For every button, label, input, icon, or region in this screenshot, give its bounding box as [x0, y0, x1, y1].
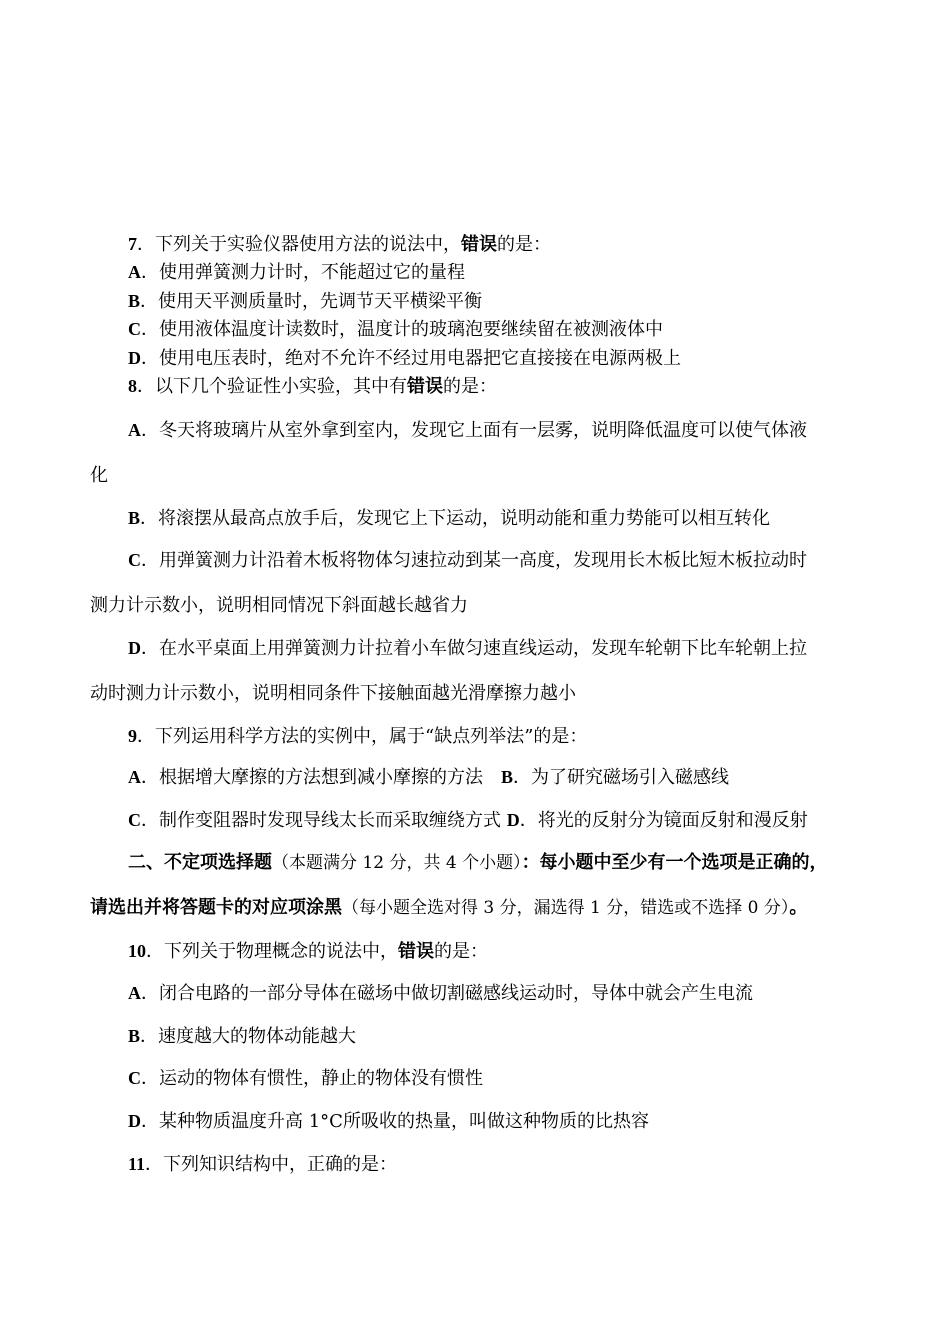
option-text: ．闭合电路的一部分导体在磁场中做切割磁感线运动时，导体中就会产生电流 [141, 983, 753, 1004]
stem-emphasis: 错误 [461, 234, 497, 255]
stem-text: ．下列关于实验仪器使用方法的说法中， [137, 234, 461, 255]
question-10-option-a [128, 981, 753, 1006]
option-text: ．使用液体温度计读数时，温度计的玻璃泡要继续留在被测液体中 [141, 319, 663, 340]
stem-text: 的是： [434, 941, 488, 962]
question-9-options-ab [128, 765, 729, 790]
question-9-options-cd [128, 808, 808, 833]
question-number: 8 [128, 376, 137, 396]
question-number: 11 [128, 1154, 146, 1174]
option-letter: C [128, 1068, 141, 1088]
section-instruction: 请选出并将答题卡的对应项涂黑 [90, 897, 342, 918]
question-8-option-d-continuation: 动时测力计示数小，说明相同条件下接触面越光滑摩擦力越小 [90, 683, 576, 704]
option-text: ．使用电压表时，绝对不允许不经过用电器把它直接接在电源两极上 [141, 348, 681, 369]
option-text: ．使用天平测质量时，先调节天平横梁平衡 [140, 291, 483, 312]
question-number: 9 [128, 726, 137, 746]
option-letter: D [506, 810, 520, 830]
question-8-option-b [128, 506, 770, 531]
option-text: ．为了研究磁场引入磁感线 [513, 767, 730, 788]
option-text: ．用弹簧测力计沿着木板将物体匀速拉动到某一高度，发现用长木板比短木板拉动时 [141, 550, 807, 571]
section-instruction-end: 。 [789, 897, 808, 918]
option-letter: D [128, 1111, 141, 1131]
section-score-rules: （每小题全选对得 3 分，漏选得 1 分，错选或不选择 0 分） [342, 898, 790, 918]
option-text: ．某种物质温度升高 1°C所吸收的热量，叫做这种物质的比热容 [141, 1111, 649, 1132]
option-text: ．将光的反射分为镜面反射和漫反射 [519, 810, 808, 831]
option-letter: A [128, 767, 141, 787]
stem-emphasis: 错误 [398, 941, 434, 962]
question-8-option-a [128, 418, 807, 443]
question-10-option-d [128, 1109, 649, 1134]
option-letter: D [128, 638, 141, 658]
option-text: ．根据增大摩擦的方法想到减小摩擦的方法 [141, 767, 501, 788]
option-text: ．速度越大的物体动能越大 [140, 1026, 357, 1047]
option-letter: B [128, 1026, 141, 1046]
option-letter: C [128, 810, 141, 830]
question-8-option-c-continuation: 测力计示数小，说明相同情况下斜面越长越省力 [90, 595, 468, 616]
question-7-stem [128, 232, 551, 257]
option-text: ．将滚摆从最高点放手后，发现它上下运动，说明动能和重力势能可以相互转化 [140, 508, 771, 529]
section-title: 二、不定项选择题 [128, 852, 272, 873]
option-letter: B [128, 291, 141, 311]
option-letter: B [501, 767, 514, 787]
option-text: ．冬天将玻璃片从室外拿到室内，发现它上面有一层雾，说明降低温度可以使气体液 [141, 420, 807, 441]
section-instruction: ：每小题中至少有一个选项是正确的， [521, 852, 828, 873]
question-7-option-d [128, 346, 681, 371]
question-number: 7 [128, 234, 137, 254]
option-letter: A [128, 262, 141, 282]
question-8-stem [128, 374, 497, 399]
stem-text: ．下列知识结构中，正确的是： [145, 1154, 398, 1175]
question-7-option-c [128, 317, 663, 342]
option-letter: B [128, 508, 141, 528]
stem-emphasis: 错误 [407, 376, 443, 397]
question-9-stem [128, 724, 587, 749]
question-10-option-c [128, 1066, 483, 1091]
option-letter: D [128, 348, 141, 368]
stem-text: ．以下几个验证性小实验，其中有 [137, 376, 407, 397]
question-number: 10 [128, 941, 146, 961]
question-7-option-b [128, 289, 482, 314]
question-10-stem [128, 939, 488, 964]
question-10-option-b [128, 1024, 356, 1049]
stem-text: ．下列关于物理概念的说法中， [146, 941, 398, 962]
question-7-option-a [128, 260, 465, 285]
section-score-note: （本题满分 12 分，共 4 个小题） [272, 853, 522, 873]
option-letter: A [128, 420, 141, 440]
option-text: ．制作变阻器时发现导线太长而采取缠绕方式 [141, 810, 507, 831]
question-8-option-d [128, 636, 807, 661]
option-text: ．运动的物体有惯性，静止的物体没有惯性 [141, 1068, 483, 1089]
stem-text: 的是： [497, 234, 551, 255]
option-letter: C [128, 550, 141, 570]
option-letter: C [128, 319, 141, 339]
stem-text: 的是： [443, 376, 497, 397]
option-letter: A [128, 983, 141, 1003]
option-text: ．在水平桌面上用弹簧测力计拉着小车做匀速直线运动，发现车轮朝下比车轮朝上拉 [141, 638, 807, 659]
stem-text: ．下列运用科学方法的实例中，属于“缺点列举法”的是： [137, 726, 588, 747]
section-2-heading [128, 851, 828, 875]
question-8-option-a-continuation: 化 [90, 465, 108, 486]
question-11-stem [128, 1152, 397, 1177]
question-8-option-c [128, 548, 807, 573]
section-2-instruction [90, 896, 807, 920]
option-text: ．使用弹簧测力计时，不能超过它的量程 [141, 262, 465, 283]
